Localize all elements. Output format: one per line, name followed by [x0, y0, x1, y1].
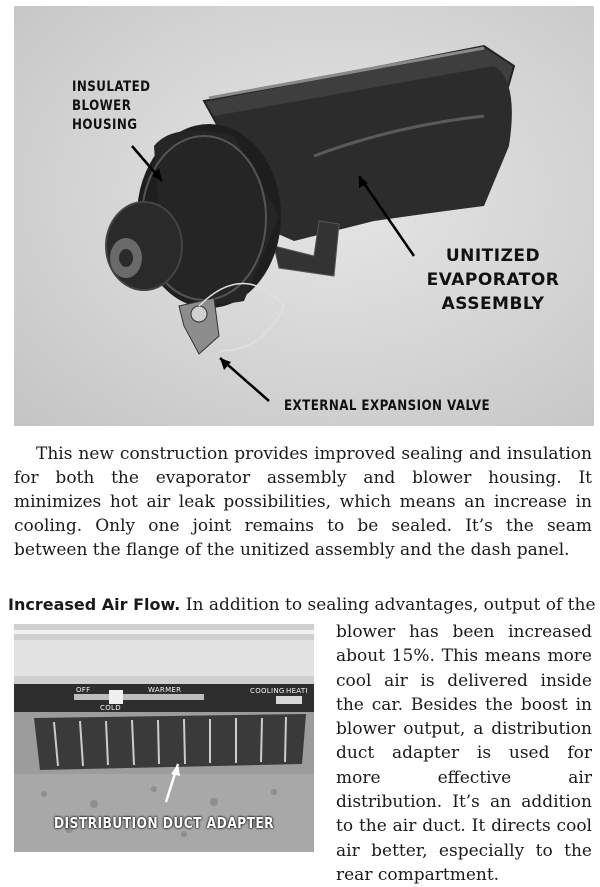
evap-label-line-2: EVAPORATOR	[426, 270, 560, 290]
blower-label-line-2: BLOWER	[72, 98, 132, 114]
section-heading-line	[8, 593, 596, 617]
dash-label-cooling: COOLING	[250, 687, 285, 695]
section-lead-text: In addition to sealing advantages, output of the	[185, 595, 596, 615]
section-heading: Increased Air Flow.	[8, 595, 181, 614]
evaporator-assembly-label	[398, 244, 588, 316]
section-body: blower has been increased about 15%. This means more cool air is delivered inside the car. Besides the boost in blower output, a distribution duct adapter is used for more effective air distribution. It’s an addition to the air duct. It directs cool air better, especially to the rear compartment.	[336, 622, 592, 885]
expansion-valve-label: EXTERNAL EXPANSION VALVE	[284, 398, 491, 414]
dash-label-heat: HEATI	[286, 687, 308, 695]
intro-paragraph: This new construction provides improved sealing and insulation for both the evaporator assembly and blower housing. It minimizes hot air leak possibilities, which means an increase in cooling. Only one joint remains to be sealed. It’s the seam between the flange of the unitized assembly and the dash panel.	[14, 444, 592, 560]
duct-adapter-label: DISTRIBUTION DUCT ADAPTER	[53, 814, 275, 832]
evaporator-assembly-photo	[14, 6, 594, 426]
evaporator-illustration	[14, 6, 594, 426]
duct-adapter-photo	[14, 624, 314, 852]
blower-label-line-3: HOUSING	[72, 117, 138, 133]
blower-label-line-1: INSULATED	[72, 79, 151, 95]
dash-label-warmer: WARMER	[148, 686, 182, 694]
evap-label-line-1: UNITIZED	[445, 246, 541, 266]
dash-label-cold: COLD	[100, 704, 121, 712]
blower-housing-label	[72, 78, 166, 135]
evap-label-line-3: ASSEMBLY	[441, 294, 545, 314]
dash-label-off: OFF	[76, 686, 91, 694]
